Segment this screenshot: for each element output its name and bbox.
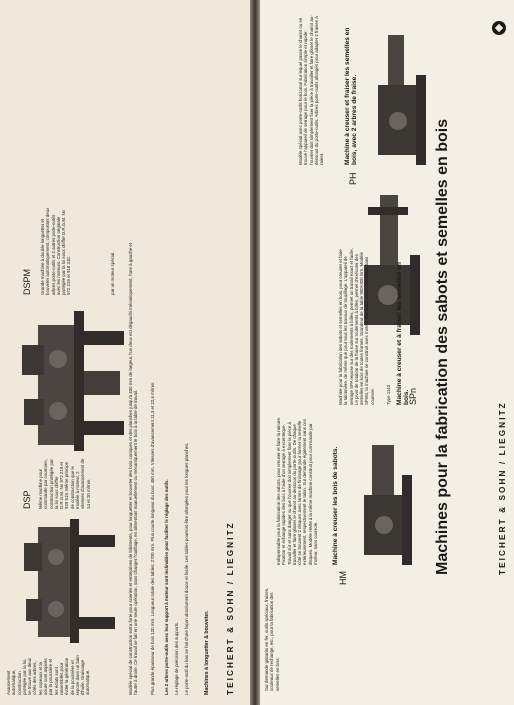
machine-ph-illustration xyxy=(368,25,438,165)
dspm-description: Grande machine à double longuetter et bouveter automatiquement, comportant deux arbres porte-outils et 2 autres porte-outils avec les moteurs. Construction originale protégée par la loi sous chiffre D.R.G.M. No 972 219 et 918 310. xyxy=(40,207,72,295)
right-page-header: TEICHERT & SOHN / LIEGNITZ xyxy=(498,401,507,575)
ph-caption: Machine à creuser et fraiser les semelles en bois, avec 2 arbres de fraise. xyxy=(344,27,358,165)
left-note-reglage: Le réglage de précision des supports. xyxy=(174,621,179,695)
spn-label: SPn xyxy=(408,387,418,405)
left-intro-text: Modèle spécial de construction extra forte pour scieries et entreprises de bâtiments, pour longuetter et bouveter des bois coniques et des planches jusqu'à 400 mm de largeur, l'un deux est dégauchi mécaniquement, l'une à gauche et l'autre à droite. Ce travail se fait en une seule opération, sans changer l'outillage, en alimentant manuellement ou mécaniquement le bois à la table de travail. xyxy=(128,242,139,695)
left-note-tables: Le porte-outil du bas se fait d'une façon absolument douce et facile. Les tables pourront être allongées pour les longues planches. xyxy=(184,442,189,695)
spn-description: Machine pour la fabrication des sabots et semelles en bois, pour creuser et faire la talonnière, de même que pour tous les travaux de toupillage. L'appareil de serrage SPA repose sur des roulements à billes, permet un travail exact et facile. Le pivot de rotation de la fraise sur roulements à billes, permet d'exécuter des semelles en bois de toutes formes. Grandeur de la table 900×300 mm. Modèle SPnM, la machine se construit avec moteur électrique pour commande sans courroie. xyxy=(338,248,375,405)
ph-label: PH xyxy=(348,172,358,185)
spn-type: Type 1143 xyxy=(386,384,391,405)
right-footer-text: Sur demande gabarits en fer, outils spéciaux, fraises, couteaux de rechange, etc., pour la fabrication des semelles en bois. xyxy=(264,587,280,691)
machine-hm-illustration xyxy=(348,435,428,565)
right-page-content xyxy=(258,0,514,705)
machine-dsp-illustration xyxy=(20,515,120,645)
left-note-inclinable: Les 2 arbres porte-outils avec leur support à moteur sont inclinables pour faciliter le réglage des outils. xyxy=(164,479,169,695)
dspm-description-tail: par un moteur spécial. xyxy=(110,251,115,295)
ph-description: Modèle spécial avec porte-outils horizontal sur lequel passe le chariot ou se trouve l'appareil de serrage pour le bois. Fabrication simple et rapide: l'ouvrier doit simplement fixer la pièce à travailler et faire glisser le chariot au-dessous du porte-outils. Arbres porte-outils allongés pour adapter 2 fraises à rainer. xyxy=(298,15,325,165)
dspm-label: DSPM xyxy=(22,268,32,295)
dsp-label: DSP xyxy=(22,490,32,509)
left-footer-text: Avancement automatique, construction protégée par la loi, se trouve aux deux côtés des arbres, les copeaux et la sciure sont aspirés par la poussière et les éclats sont rassemblés pour éviter la génération de la poussière et repose dans un bain d'huile. Graissage automatique. xyxy=(6,655,91,695)
left-page-subtitle: Machines à longuetter & bouveter. xyxy=(204,610,210,695)
spn-caption: Machine à creuser et à fraiser les semelles en bois. xyxy=(396,262,410,405)
hm-description: Indispensable pour la fabrication des sabots, pour creuser et faire la rainure. Fixation et échange rapides des bois à l'aide d'un serrage à excentrique. Travail sûr et sans danger vu que l'ouvrier doit simplement fixer la pièce à travailler et faire glisser le chariot au-dessous du porte-outils. De chaque côté se trouvent 2 disques avec lames de finissage pour former la semelle extérieurement, respectivement le talon. Sur demande également sans ces disques. Modèle HMM à la même machine construit pour commande par moteur, sans courroie. xyxy=(276,416,319,565)
left-specs-text: Plus grande épaisseur de bois 120 mm. Longueur totale des tables: 2700 mm. Plus courte longueur du bois: 450 mm. Vitesses d'avancement 11,3 et 22,6 m/min. xyxy=(150,381,155,695)
dsp-description: Même machine pour commande par courroies, construction protégée par la loi sous chiffre D.R.G.M. No 972 219 et 929 519. Même principe de construction que le modèle à moteur, 2 vitesses d'avancement de 14 et 20 m/min. xyxy=(38,458,91,509)
hm-caption: Machine à creuser les bois de sabots. xyxy=(332,446,339,565)
machine-dspm-illustration xyxy=(18,305,128,455)
company-logo-icon xyxy=(492,21,506,35)
left-page-content xyxy=(0,0,252,705)
hm-label: HM xyxy=(338,571,348,585)
right-page-title: Machines pour la fabrication des sabots et semelles en bois xyxy=(434,118,451,575)
left-page-header: TEICHERT & SOHN / LIEGNITZ xyxy=(226,521,235,695)
